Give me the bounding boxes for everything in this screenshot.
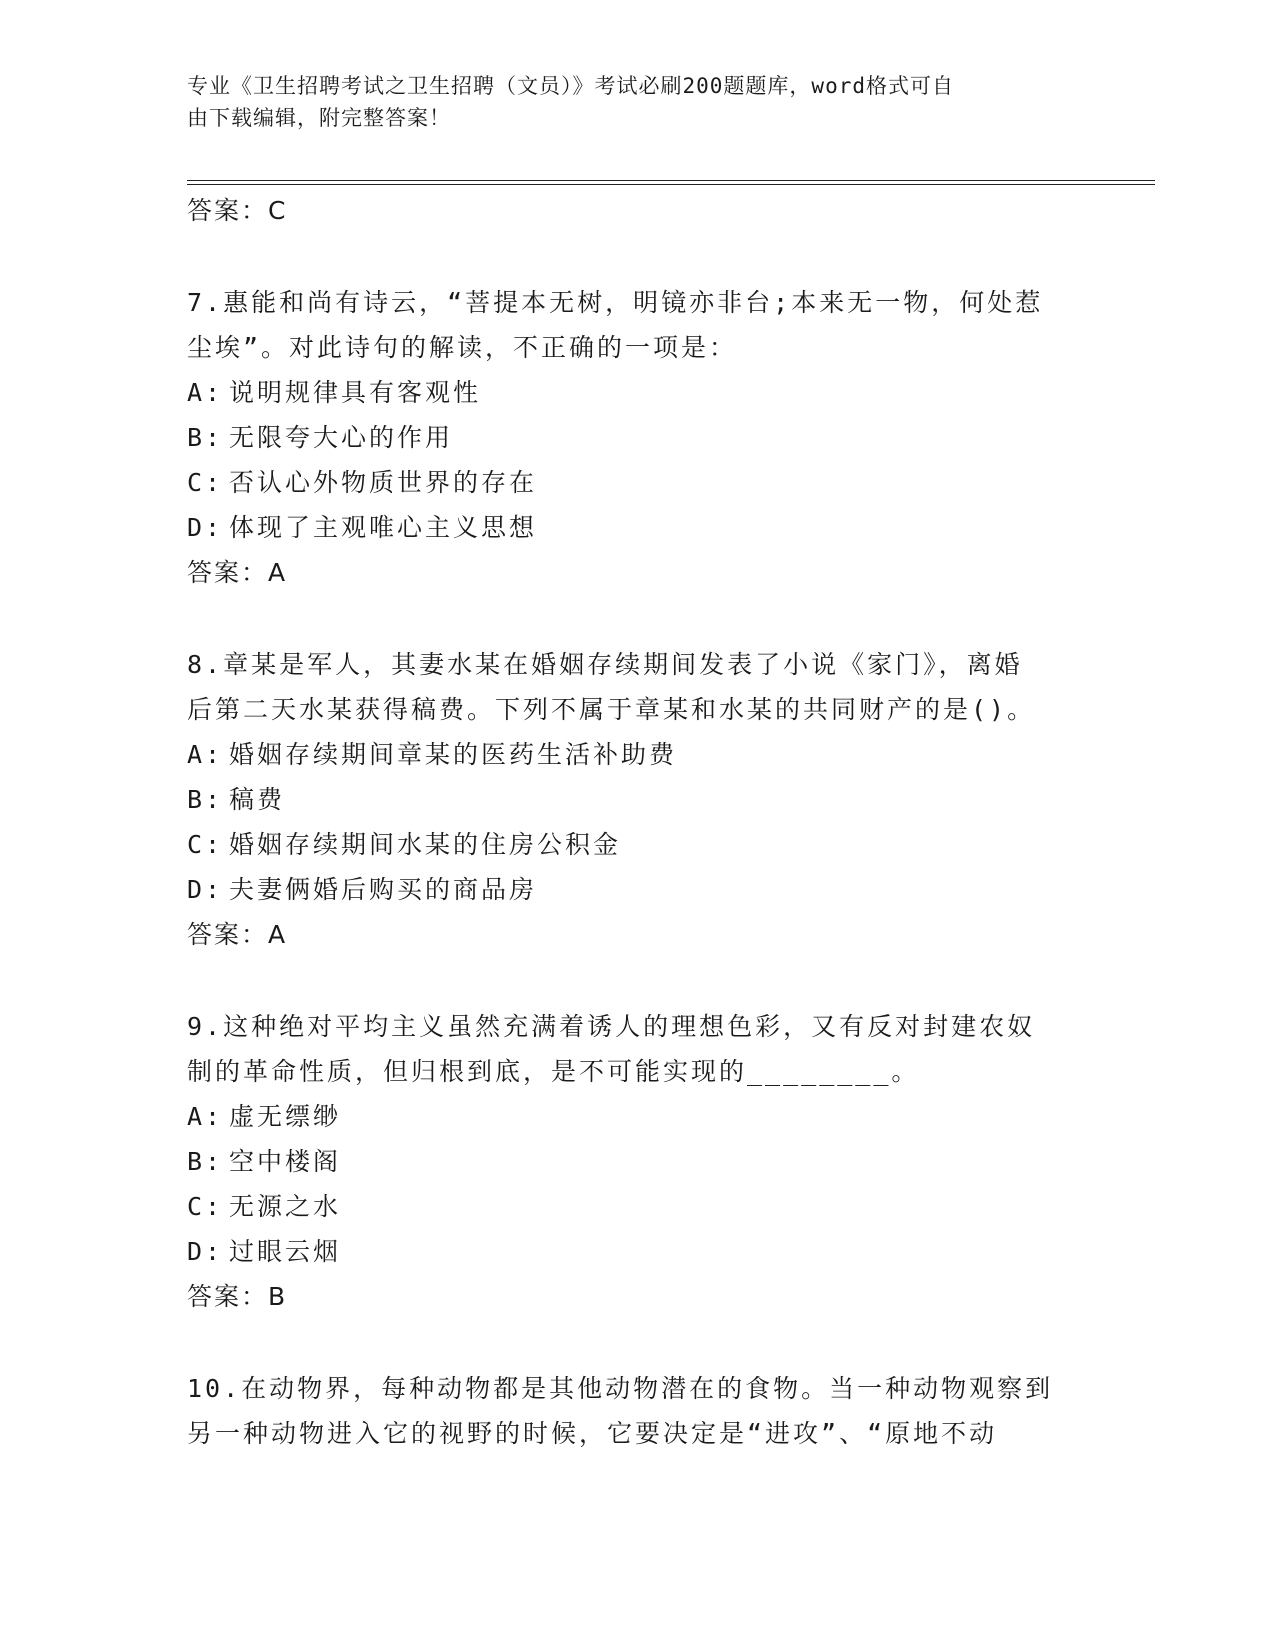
option-key: B:	[187, 423, 224, 452]
option-text: 说明规律具有客观性	[229, 378, 482, 407]
question-line-2: 另一种动物进入它的视野的时候，它要决定是“进攻”、“原地不动	[187, 1419, 998, 1448]
option-text: 过眼云烟	[229, 1237, 342, 1266]
question-text	[187, 642, 1087, 732]
option-text: 无限夸大心的作用	[229, 423, 454, 452]
header-line-1: 专业《卫生招聘考试之卫生招聘（文员）》考试必刷200题题库，word格式可自	[187, 74, 954, 98]
option-text: 体现了主观唯心主义思想	[229, 513, 538, 542]
option-text: 无源之水	[229, 1192, 342, 1221]
option-text: 虚无缥缈	[229, 1102, 342, 1131]
question-line-2: 制的革命性质，但归根到底，是不可能实现的________。	[187, 1057, 920, 1086]
option-text: 婚姻存续期间章某的医药生活补助费	[229, 740, 678, 769]
option-a	[187, 370, 1087, 415]
question-block-8	[187, 642, 1087, 958]
option-key: A:	[187, 740, 224, 769]
header-divider-top	[187, 180, 1155, 181]
option-key: D:	[187, 513, 224, 542]
option-key: D:	[187, 1237, 224, 1266]
question-text	[187, 280, 1087, 370]
option-a	[187, 732, 1087, 777]
option-c	[187, 822, 1087, 867]
option-a	[187, 1094, 1087, 1139]
header-divider-bottom	[187, 184, 1155, 185]
answer-value: A	[268, 558, 288, 587]
option-key: B:	[187, 785, 224, 814]
option-text: 空中楼阁	[229, 1147, 342, 1176]
answer-line	[187, 912, 1087, 958]
answer-label: 答案：	[187, 1282, 269, 1311]
answer-value: A	[268, 920, 288, 949]
option-b	[187, 777, 1087, 822]
option-d	[187, 1229, 1087, 1274]
option-key: D:	[187, 875, 224, 904]
option-d	[187, 505, 1087, 550]
option-key: A:	[187, 1102, 224, 1131]
option-b	[187, 415, 1087, 460]
question-line-2: 尘埃”。对此诗句的解读，不正确的一项是：	[187, 333, 738, 362]
answer-line	[187, 1274, 1087, 1320]
question-line-1: 8.章某是军人，其妻水某在婚姻存续期间发表了小说《家门》，离婚	[187, 650, 1023, 679]
question-block-9	[187, 1004, 1087, 1320]
option-text: 否认心外物质世界的存在	[229, 468, 538, 497]
option-key: C:	[187, 830, 224, 859]
answer-value: C	[268, 196, 288, 225]
option-d	[187, 867, 1087, 912]
question-text	[187, 1366, 1087, 1456]
question-block-7	[187, 280, 1087, 596]
page-header	[187, 70, 1067, 134]
option-text: 稿费	[229, 785, 286, 814]
question-line-2: 后第二天水某获得稿费。下列不属于章某和水某的共同财产的是()。	[187, 695, 1036, 724]
question-text	[187, 1004, 1087, 1094]
option-text: 夫妻俩婚后购买的商品房	[229, 875, 538, 904]
question-block-10	[187, 1366, 1087, 1456]
answer-value: B	[268, 1282, 288, 1311]
option-key: A:	[187, 378, 224, 407]
answer-label: 答案：	[187, 558, 269, 587]
option-key: C:	[187, 468, 224, 497]
option-key: C:	[187, 1192, 224, 1221]
option-key: B:	[187, 1147, 224, 1176]
question-line-1: 9.这种绝对平均主义虽然充满着诱人的理想色彩，又有反对封建农奴	[187, 1012, 1036, 1041]
option-text: 婚姻存续期间水某的住房公积金	[229, 830, 622, 859]
answer-label: 答案：	[187, 196, 269, 225]
header-line-2: 由下载编辑，附完整答案！	[187, 106, 451, 130]
option-b	[187, 1139, 1087, 1184]
answer-line	[187, 550, 1087, 596]
answer-label: 答案：	[187, 920, 269, 949]
option-c	[187, 1184, 1087, 1229]
question-line-1: 7.惠能和尚有诗云，“菩提本无树，明镜亦非台;本来无一物，何处惹	[187, 288, 1044, 317]
question-line-1: 10.在动物界，每种动物都是其他动物潜在的食物。当一种动物观察到	[187, 1374, 1054, 1403]
answer-line	[187, 188, 1087, 234]
document-body	[187, 188, 1087, 1456]
option-c	[187, 460, 1087, 505]
